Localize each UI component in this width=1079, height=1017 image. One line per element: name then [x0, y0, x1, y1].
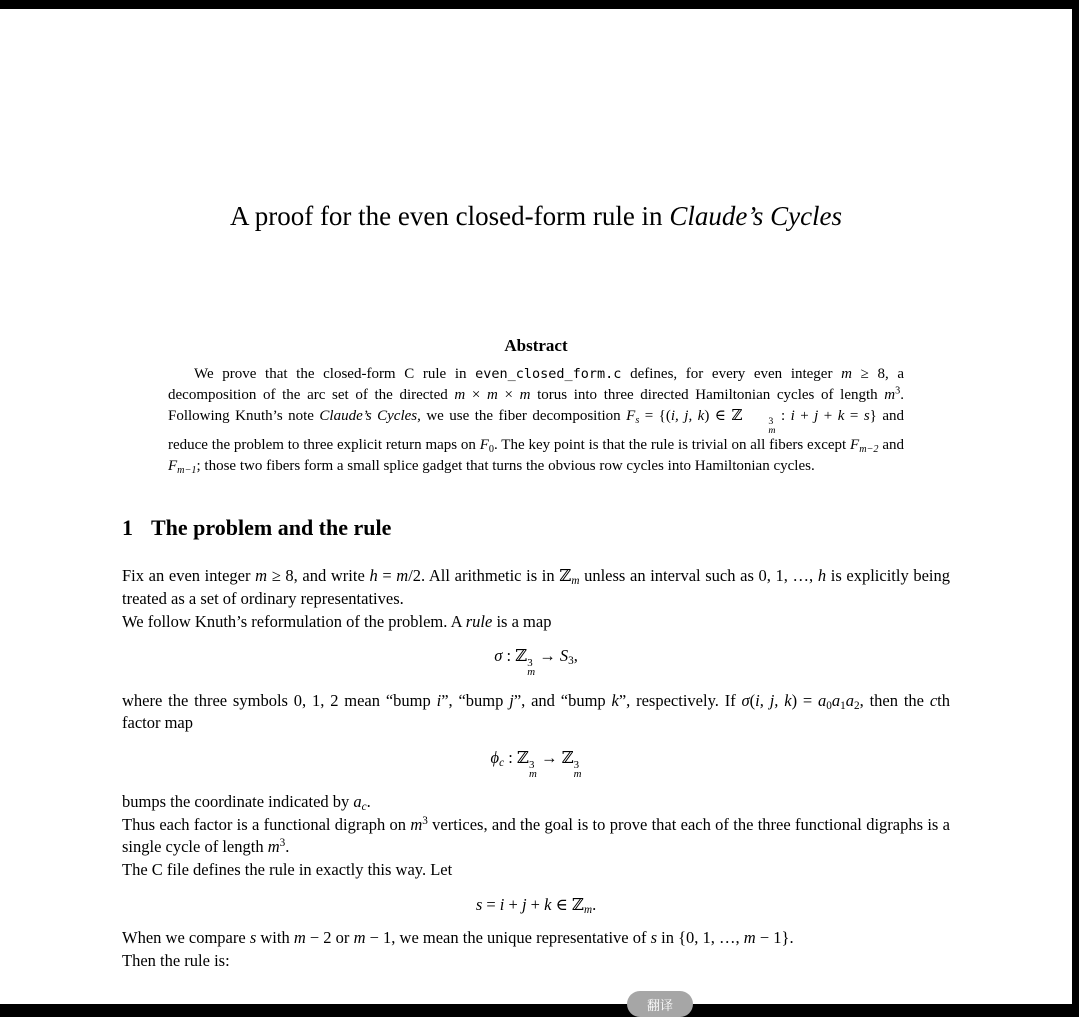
abstract-body: We prove that the closed-form C rule in even_closed_form.c defines, for every even integer m ≥ 8, a decomposition of the arc set of the directed m × m × m torus into three directed Hamiltonian cycles of length $m^3$. Following Knuth’s note Claude’s Cycles, we use the fiber decomposition $F_s = \{(i$, j, k) ∈ ℤ 3 m : i + j + k = s} and reduce the problem to three explicit return maps on $F_0$. The key point is that the rule is trivial on all fibers except $F_{m-2}$ and $F_{m-1}$; those two fibers form a small splice gadget that turns the obvious row cycles into Hamiltonian cycles.: [168, 365, 905, 476]
paragraph-6: The C file defines the rule in exactly this way. Let: [122, 859, 453, 879]
abstract-section: [168, 336, 904, 477]
document-content: [122, 9, 950, 972]
paragraph-4: bumps the coordinate indicated by $a_c$.: [122, 792, 371, 814]
paragraph-1: Fix an even integer m ≥ 8, and write h = m/2. All arithmetic is in ℤ$_m$ unless an interval such as 0, 1, …, h is explicitly being treated as a set of ordinary representatives.: [122, 566, 951, 609]
document-page: [0, 9, 1072, 1004]
paragraph-8: Then the rule is:: [122, 950, 230, 970]
display-equation-phi: $\phi_c$ : ℤ 3 m → ℤ 3 m: [490, 747, 582, 780]
paragraph-5: Thus each factor is a functional digraph on $m^3$ vertices, and the goal is to prove that each of the three functional digraphs is a single cycle of length $m^3$.: [122, 814, 950, 857]
section-heading: [122, 515, 950, 541]
paper-title: A proof for the even closed-form rule in Claude’s Cycles: [229, 201, 843, 231]
screen-right-edge: [1072, 0, 1079, 1004]
display-equation-s: s = i + j + k ∈ ℤ$_m$.: [475, 894, 597, 916]
section-title: The problem and the rule: [151, 515, 392, 541]
paragraph-3: where the three symbols 0, 1, 2 mean “bump i”, “bump j”, and “bump k”, respectively. If σ(i, j, $k) = a_0a_1a_2$, then the cth factor map: [122, 690, 950, 733]
floating-translate-button[interactable]: [627, 991, 693, 1017]
abstract-heading: Abstract: [504, 336, 568, 356]
paragraph-2: We follow Knuth’s reformulation of the problem. A rule is a map: [122, 611, 552, 631]
paragraph-7: When we compare s with m − 2 or m − 1, we mean the unique representative of s in {0, 1, …, m − 1}.: [122, 928, 794, 947]
section-number: 1: [122, 515, 133, 541]
screen-top-bar: [0, 0, 1079, 9]
floating-button-label: 翻译: [646, 997, 673, 1013]
display-equation-sigma: σ : ℤ 3 m → $S_3$,: [494, 646, 578, 679]
